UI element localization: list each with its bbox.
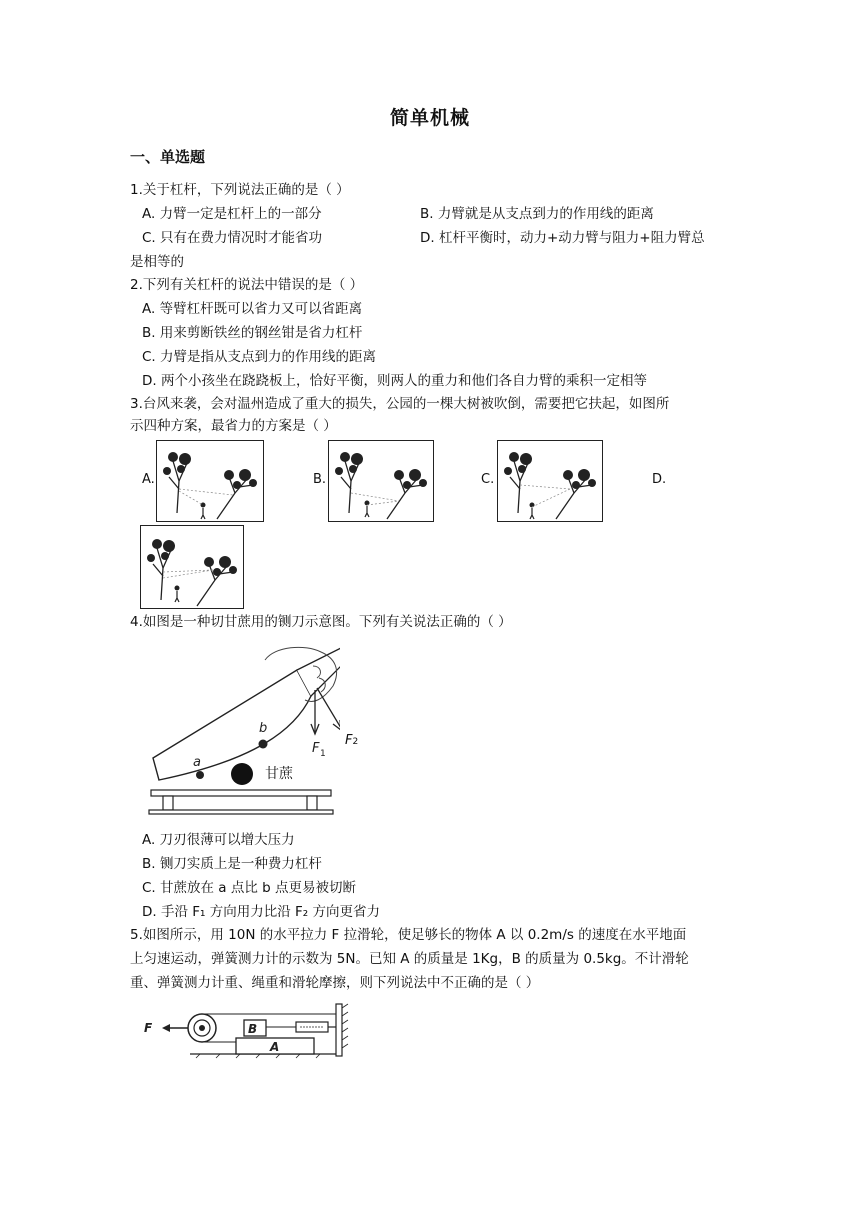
question-5-stem-line2: 上匀速运动，弹簧测力计的示数为 5N。已知 A 的质量是 1Kg，B 的质量为 0.5kg。不计滑轮 [130,951,689,967]
force-f2-label: F2 [345,733,359,748]
question-4-option-d: D. 手沿 F₁ 方向用力比沿 F₂ 方向更省力 [142,904,380,920]
tree-figure-d [140,525,244,609]
svg-text:b: b [259,721,268,736]
section-heading: 一、单选题 [130,148,206,166]
question-2-option-d: D. 两个小孩坐在跷跷板上，恰好平衡，则两人的重力和他们各自力臂的乘积一定相等 [142,373,647,389]
page-title: 简单机械 [389,107,470,129]
tree-figure-a [156,440,264,522]
svg-text:1: 1 [320,749,326,759]
question-3-stem-line2: 示四种方案，最省力的方案是（ ） [130,418,337,434]
sugarcane-label: 甘蔗 [265,766,293,782]
question-4-option-c: C. 甘蔗放在 a 点比 b 点更易被切断 [142,880,357,896]
question-1-option-b: B. 力臂就是从支点到力的作用线的距离 [420,206,654,222]
question-3-label-b: B. [313,472,327,487]
tree-figure-c [497,440,603,522]
cutter-figure [145,640,340,820]
question-4-stem: 4.如图是一种切甘蔗用的铡刀示意图。下列有关说法正确的（ ） [130,614,512,630]
question-1-option-d-continued: 是相等的 [130,254,184,270]
pulley-figure [140,1000,350,1060]
svg-text:F: F [144,1021,153,1035]
question-1-option-d: D. 杠杆平衡时，动力+动力臂与阻力+阻力臂总 [420,230,705,246]
question-5-stem-line3: 重、弹簧测力计重、绳重和滑轮摩擦，则下列说法中不正确的是（ ） [130,975,540,991]
question-2-option-c: C. 力臂是指从支点到力的作用线的距离 [142,349,377,365]
question-4-option-a: A. 刀刃很薄可以增大压力 [142,832,295,848]
tree-figure-b [328,440,434,522]
svg-text:a: a [193,755,201,770]
question-3-label-d: D. [652,472,667,487]
question-3-label-a: A. [142,472,155,487]
question-3-stem-line1: 3.台风来袭，会对温州造成了重大的损失，公园的一棵大树被吹倒，需要把它扶起，如图所 [130,396,670,412]
question-1-stem: 1.关于杠杆，下列说法正确的是（ ） [130,182,350,198]
svg-text:B: B [248,1022,258,1036]
question-2-option-a: A. 等臂杠杆既可以省力又可以省距离 [142,301,363,317]
question-4-option-b: B. 铡刀实质上是一种费力杠杆 [142,856,322,872]
question-5-stem-line1: 5.如图所示，用 10N 的水平拉力 F 拉滑轮，使足够长的物体 A 以 0.2m/s 的速度在水平地面 [130,927,687,943]
question-2-option-b: B. 用来剪断铁丝的钢丝钳是省力杠杆 [142,325,363,341]
question-1-option-c: C. 只有在费力情况时才能省功 [142,230,323,246]
svg-text:F: F [312,741,320,756]
question-1-option-a: A. 力臂一定是杠杆上的一部分 [142,206,322,222]
question-2-stem: 2.下列有关杠杆的说法中错误的是（ ） [130,277,364,293]
question-3-label-c: C. [481,472,495,487]
svg-text:A: A [270,1040,280,1054]
